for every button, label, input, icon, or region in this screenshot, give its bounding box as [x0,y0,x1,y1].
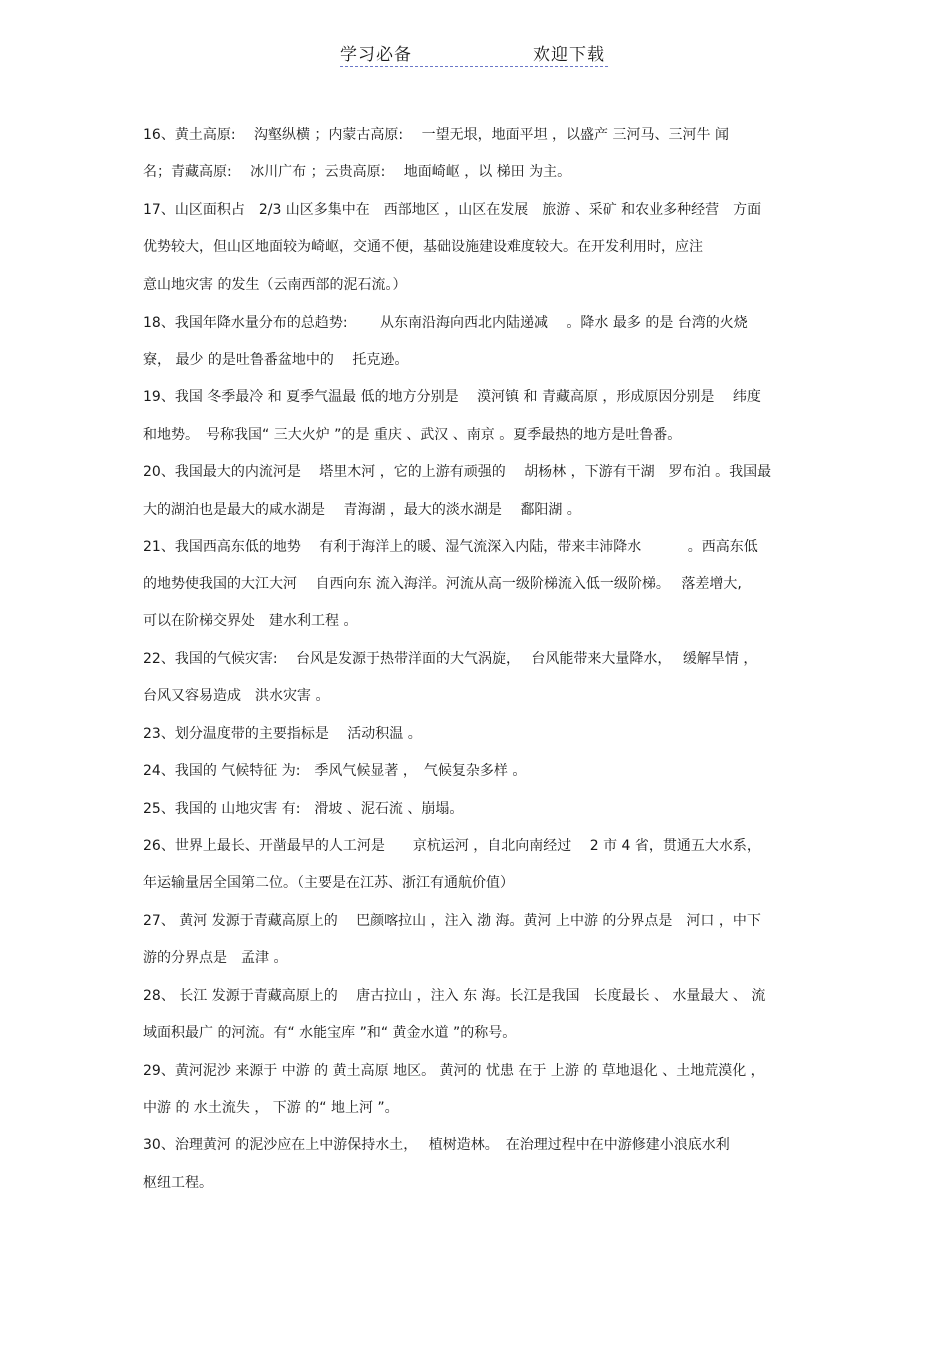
text-line: 24、我国的 气候特征 为: 季风气候显著 ， 气候复杂多样 。 [143,763,527,779]
text-line: 19、我国 冬季最冷 和 夏季气温最 低的地方分别是 漠河镇 和 青藏高原 ，形成原因分别是 纬度 [143,389,761,405]
text-line: 17、山区面积占 2/3 山区多集中在 西部地区 ，山区在发展 旅游 、采矿 和农业多种经营 方面 [143,202,762,218]
text-line: 枢纽工程。 [143,1175,213,1191]
text-line: 寮， 最少 的是吐鲁番盆地中的 托克逊。 [143,352,409,368]
text-line: 30、治理黄河 的泥沙应在上中游保持水土， 植树造林。 在治理过程中在中游修建小浪底水利 [143,1137,730,1153]
text-line: 游的分界点是 孟津 。 [143,950,288,966]
header-right-text: 欢迎下载 [533,45,605,65]
text-line: 中游 的 水土流失 ， 下游 的“ 地上河 ”。 [143,1100,399,1116]
text-line: 大的湖泊也是最大的咸水湖是 青海湖 ，最大的淡水湖是 鄱阳湖 。 [143,502,581,518]
text-line: 优势较大，但山区地面较为崎岖，交通不便，基础设施建设难度较大。在开发利用时，应注 [143,239,703,255]
text-line: 可以在阶梯交界处 建水利工程 。 [143,613,358,629]
text-line: 18、我国年降水量分布的总趋势: 从东南沿海向西北内陆递减 。降水 最多 的是 台湾的火烧 [143,315,748,331]
text-line: 20、我国最大的内流河是 塔里木河 ，它的上游有顽强的 胡杨林 ，下游有干湖 罗布泊 。我国最 [143,464,772,480]
text-line: 域面积最广 的河流。有“ 水能宝库 ”和“ 黄金水道 ”的称号。 [143,1025,517,1041]
text-line: 年运输量居全国第二位。（主要是在江苏、浙江有通航价值） [143,875,514,891]
text-line: 和地势。 号称我国“ 三大火炉 ”的是 重庆 、武汉 、南京 。夏季最热的地方是吐鲁番。 [143,427,682,443]
text-line: 23、划分温度带的主要指标是 活动积温 。 [143,726,422,742]
text-line: 28、 长江 发源于青藏高原上的 唐古拉山 ，注入 东 海。长江是我国 长度最长 、 水量最大 、 流 [143,988,766,1004]
text-line: 台风又容易造成 洪水灾害 。 [143,688,330,704]
page-header [340,40,608,67]
text-line: 22、我国的气候灾害: 台风是发源于热带洋面的大气涡旋， 台风能带来大量降水， 缓解旱情 ， [143,651,758,667]
text-line: 意山地灾害 的发生（云南西部的泥石流。） [143,277,407,293]
text-line: 29、黄河泥沙 来源于 中游 的 黄土高原 地区。 黄河的 忧患 在于 上游 的 草地退化 、土地荒漠化 ， [143,1063,765,1079]
text-line: 16、黄土高原: 沟壑纵横 ；内蒙古高原: 一望无垠，地面平坦 ，以盛产 三河马、三河牛 闻 [143,127,729,143]
text-line: 21、我国西高东低的地势 有利于海洋上的暖、湿气流深入内陆，带来丰沛降水 。西高东低 [143,539,758,555]
text-line: 27、 黄河 发源于青藏高原上的 巴颜喀拉山 ，注入 渤 海。黄河 上中游 的分界点是 河口 ，中下 [143,913,761,929]
text-line: 的地势使我国的大江大河 自西向东 流入海洋。河流从高一级阶梯流入低一级阶梯。 落差增大, [143,576,742,592]
text-line: 名；青藏高原: 冰川广布 ；云贵高原: 地面崎岖 ，以 梯田 为主。 [143,164,572,180]
header-left-text: 学习必备 [340,45,412,65]
text-line: 25、我国的 山地灾害 有: 滑坡 、泥石流 、崩塌。 [143,801,464,817]
text-line: 26、世界上最长、开凿最早的人工河是 京杭运河 ，自北向南经过 2 市 4 省，贯通五大水系， [143,838,761,854]
